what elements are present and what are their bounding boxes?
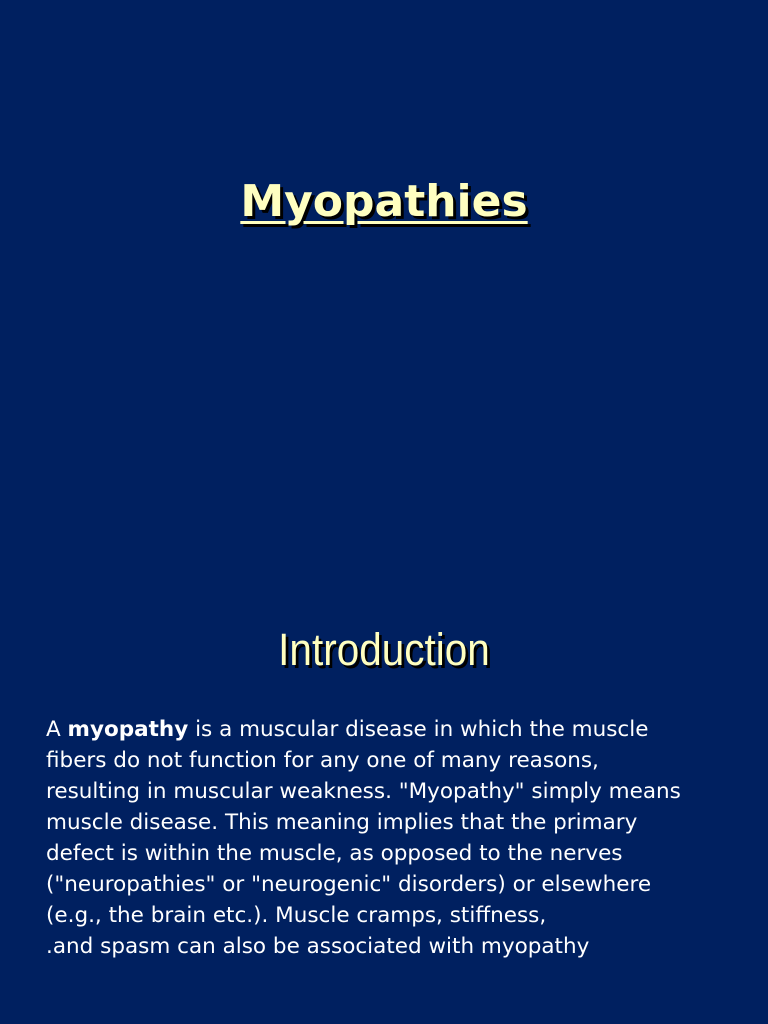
- paragraph-line: muscle disease. This meaning implies that the primary: [46, 810, 638, 835]
- paragraph-line: ("neuropathies" or "neurogenic" disorders) or elsewhere: [46, 872, 652, 897]
- paragraph-lead: A: [46, 717, 68, 742]
- slide-title: Myopathies: [240, 176, 528, 227]
- slide-introduction: [0, 512, 768, 1024]
- paragraph-line: (e.g., the brain etc.). Muscle cramps, stiffness,: [46, 903, 547, 928]
- paragraph-line: [46, 714, 736, 745]
- paragraph-line: .and spasm can also be associated with myopathy: [46, 934, 590, 959]
- paragraph-line: fibers do not function for any one of many reasons,: [46, 748, 599, 773]
- section-heading: Introduction: [278, 624, 490, 675]
- paragraph-line-rest: is a muscular disease in which the muscle: [188, 717, 649, 742]
- paragraph-line: defect is within the muscle, as opposed to the nerves: [46, 841, 623, 866]
- paragraph-line: resulting in muscular weakness. "Myopathy" simply means: [46, 779, 681, 804]
- defined-term: myopathy: [67, 717, 189, 742]
- intro-paragraph: [46, 714, 736, 962]
